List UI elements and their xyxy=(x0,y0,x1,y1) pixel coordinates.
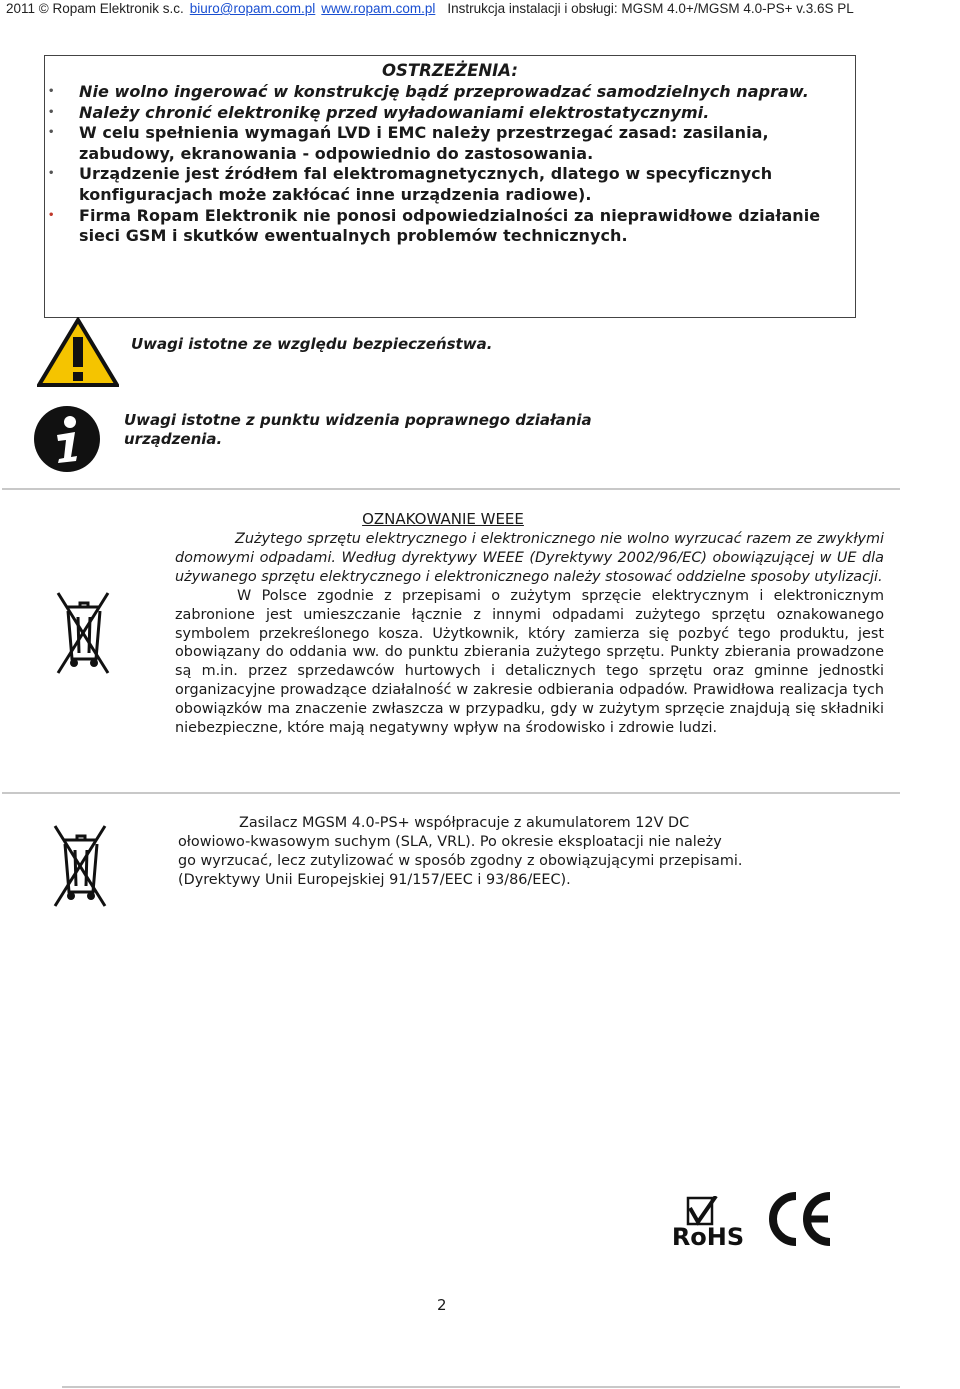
crossed-bin-icon xyxy=(56,589,110,675)
weee-title: OZNAKOWANIE WEEE xyxy=(362,510,524,528)
battery-line: (Dyrektywy Unii Europejskiej 91/157/EEC i 93/86/EEC). xyxy=(178,872,571,888)
warning-triangle-icon xyxy=(37,317,119,387)
email-link[interactable]: biuro@ropam.com.pl xyxy=(189,1,316,16)
warnings-box xyxy=(44,55,856,318)
weee-text xyxy=(175,530,884,738)
battery-line: go wyrzucać, lecz zutylizować w sposób zgodny z obowiązującymi przepisami. xyxy=(178,853,743,869)
rohs-logo xyxy=(668,1196,748,1248)
page-header xyxy=(6,1,854,16)
warnings-list xyxy=(79,82,839,247)
document-title: Instrukcja instalacji i obsługi: MGSM 4.0+/MGSM 4.0-PS+ v.3.6S PL xyxy=(447,1,854,16)
copyright-text: 2011 © Ropam Elektronik s.c. xyxy=(6,1,184,16)
weee-paragraph: W Polsce zgodnie z przepisami o zużytym sprzęcie elektrycznym i elektronicznym zabronione jest umieszczanie łącznie z innymi odpadami zużytego sprzętu oznakowanego symbolem przekreślonego kosza. Użytkownik, który zamierza się pozbyć tego produktu, jest obowiązany do oddania ww. do punktu zbierania zużytego sprzętu. Punkty zbierania prowadzone są m.in. przez sprzedawców hurtowych i detalicznych tego sprzętu oraz gminne jednostki organizacyjne prowadzące działalność w zakresie odbierania odpadów. Prawidłowa realizacja tych obowiązków ma znaczenie zwłaszcza w przypadku, gdy w zużytym sprzęcie znajdują się składniki niebezpieczne, które mają negatywny wpływ na środowisko i zdrowie ludzi. xyxy=(175,587,884,737)
info-icon xyxy=(33,405,101,473)
footer-rule xyxy=(62,1386,900,1388)
section-divider xyxy=(2,488,900,490)
warnings-title: OSTRZEŻENIA: xyxy=(382,61,518,80)
battery-line: ołowiowo-kwasowym suchym (SLA, VRL). Po okresie eksploatacji nie należy xyxy=(178,834,722,850)
svg-text:RoHS: RoHS xyxy=(671,1223,745,1248)
weee-paragraph: Zużytego sprzętu elektrycznego i elektronicznego nie wolno wyrzucać razem ze zwykłymi domowymi odpadami. Według dyrektywy WEEE (Dyrektywy 2002/96/EC) obowiązującej w UE dla używanego sprzętu elektrycznego i elektronicznego należy stosować oddzielne sposoby utylizacji. xyxy=(175,531,884,585)
warning-item: • Nie wolno ingerować w konstrukcję bądź przeprowadzać samodzielnych napraw. xyxy=(79,82,839,103)
safety-note: Uwagi istotne ze względu bezpieczeństwa. xyxy=(131,335,493,353)
warning-item: • Należy chronić elektronikę przed wyładowaniami elektrostatycznymi. xyxy=(79,103,839,124)
ce-logo xyxy=(766,1190,834,1248)
battery-line: Zasilacz MGSM 4.0-PS+ współpracuje z akumulatorem 12V DC xyxy=(239,815,690,831)
website-link[interactable]: www.ropam.com.pl xyxy=(321,1,436,16)
warning-item: • Firma Ropam Elektronik nie ponosi odpowiedzialności za nieprawidłowe działanie sieci GSM i skutków ewentualnych problemów technicznych. xyxy=(79,206,839,247)
operation-note: Uwagi istotne z punktu widzenia poprawnego działania urządzenia. xyxy=(124,411,592,448)
crossed-bin-icon xyxy=(53,822,107,908)
battery-text xyxy=(178,814,818,890)
section-divider xyxy=(2,792,900,794)
warning-item: • W celu spełnienia wymagań LVD i EMC należy przestrzegać zasad: zasilania, zabudowy, ekranowania - odpowiednio do zastosowania. xyxy=(79,123,839,164)
page-number: 2 xyxy=(437,1296,447,1314)
warning-item: • Urządzenie jest źródłem fal elektromagnetycznych, dlatego w specyficznych konfiguracjach może zakłócać inne urządzenia radiowe). xyxy=(79,164,839,205)
